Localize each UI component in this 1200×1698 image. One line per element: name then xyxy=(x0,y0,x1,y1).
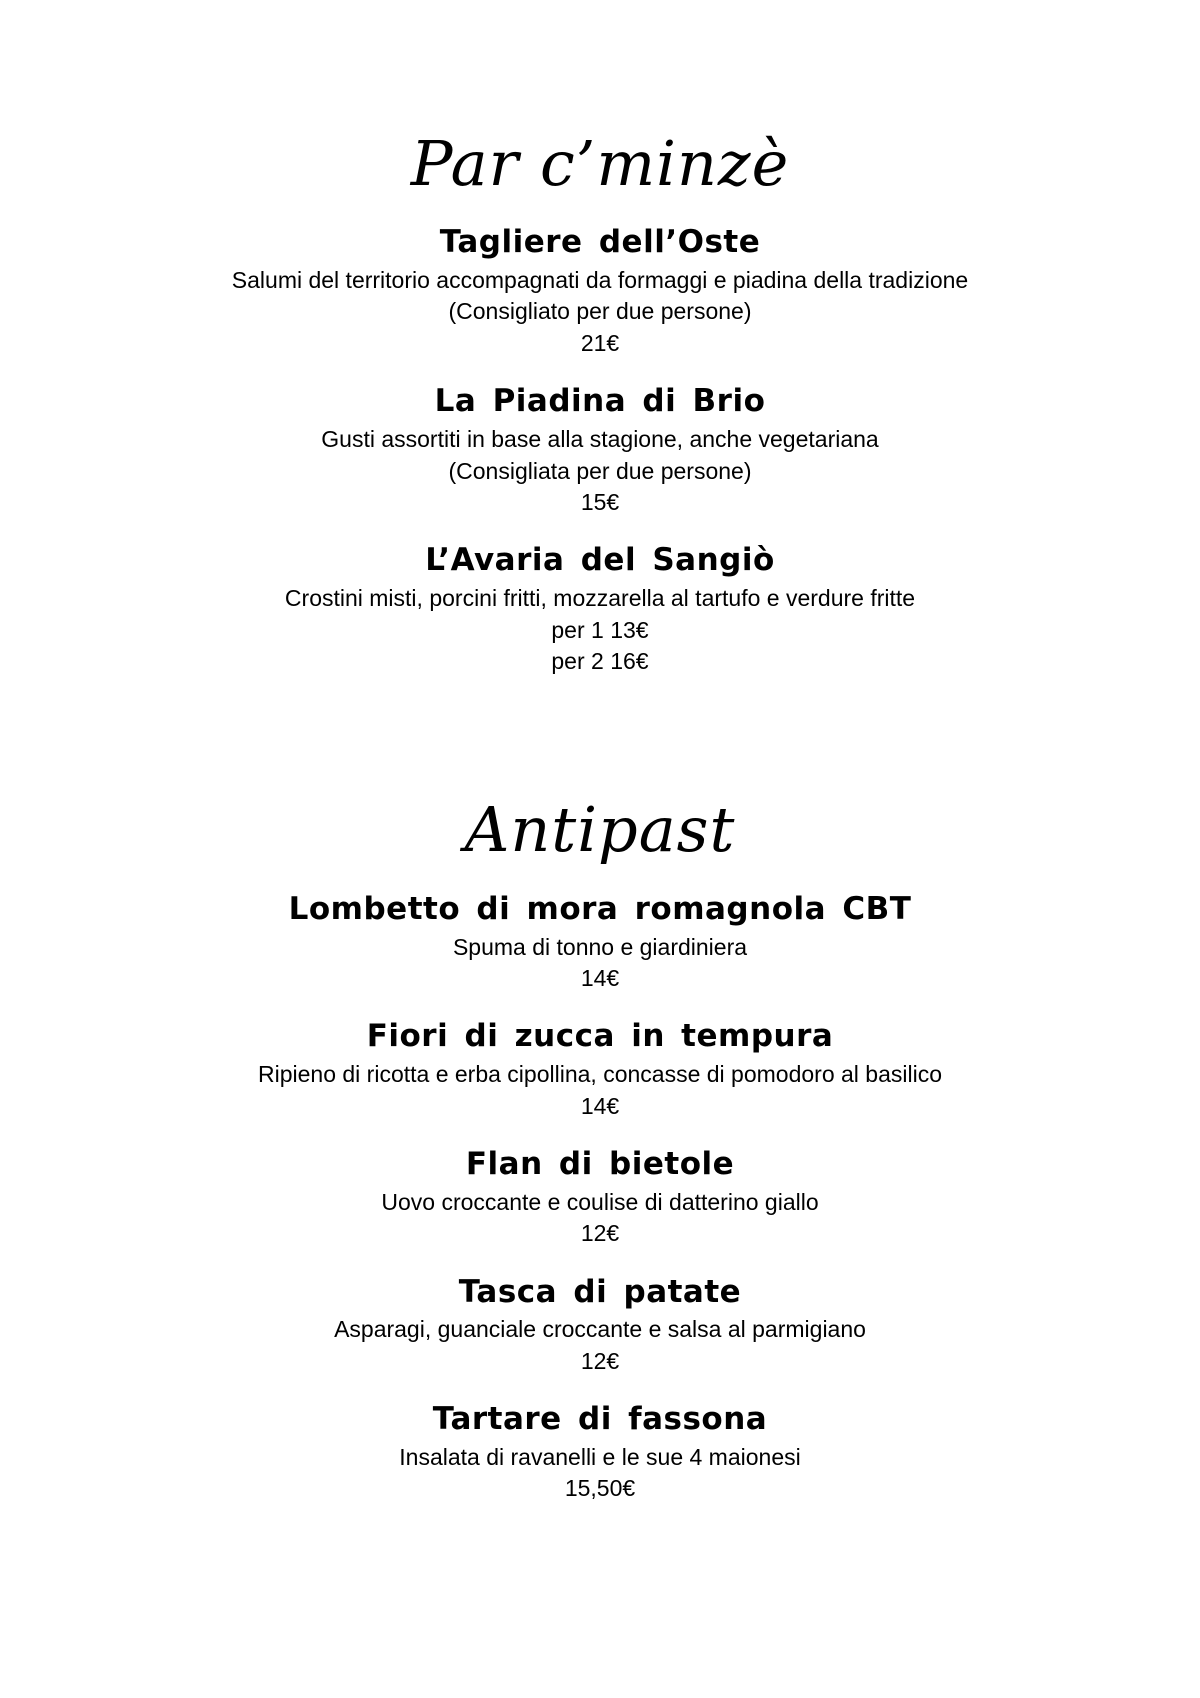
item-price: 12€ xyxy=(580,1220,620,1247)
item-price: 12€ xyxy=(580,1347,620,1374)
item-price: 15€ xyxy=(580,488,620,515)
item-description: Ripieno di ricotta e erba cipollina, concasse di pomodoro al basilico xyxy=(258,1061,942,1088)
item-price: 15,50€ xyxy=(564,1475,636,1502)
menu-item-piadina xyxy=(0,382,1200,517)
item-price-per-1: per 1 13€ xyxy=(551,616,649,643)
item-description: Crostini misti, porcini fritti, mozzarella al tartufo e verdure fritte xyxy=(284,585,916,612)
item-note: (Consigliata per due persone) xyxy=(448,457,752,484)
menu-item-lombetto xyxy=(0,890,1200,994)
item-description: Asparagi, guanciale croccante e salsa al parmigiano xyxy=(334,1316,866,1343)
item-description: Gusti assortiti in base alla stagione, anche vegetariana xyxy=(321,426,879,453)
menu-item-avaria xyxy=(0,541,1200,676)
item-description: Salumi del territorio accompagnati da formaggi e piadina della tradizione xyxy=(231,267,969,294)
section-title-antipast: Antipast xyxy=(464,793,736,867)
item-name: Tasca di patate xyxy=(458,1273,742,1310)
item-name: Flan di bietole xyxy=(465,1146,735,1183)
item-price-per-2: per 2 16€ xyxy=(551,648,649,675)
item-name: La Piadina di Brio xyxy=(434,383,766,420)
item-name: Tagliere dell’Oste xyxy=(439,224,761,261)
item-price: 14€ xyxy=(580,964,620,991)
menu-item-tasca xyxy=(0,1273,1200,1377)
menu-item-flan xyxy=(0,1145,1200,1249)
menu-item-tagliere xyxy=(0,223,1200,358)
item-note: (Consigliato per due persone) xyxy=(448,298,752,325)
menu-item-tartare xyxy=(0,1400,1200,1504)
item-description: Uovo croccante e coulise di datterino giallo xyxy=(381,1188,819,1215)
section-title-par-cminze: Par c’minzè xyxy=(410,127,790,200)
menu-section-par-cminze xyxy=(0,128,1200,676)
item-name: Tartare di fassona xyxy=(432,1401,768,1438)
item-price: 14€ xyxy=(580,1092,620,1119)
menu-item-fiori-di-zucca xyxy=(0,1017,1200,1121)
item-description: Spuma di tonno e giardiniera xyxy=(452,933,748,960)
menu-section-antipast xyxy=(0,794,1200,1503)
item-name: Lombetto di mora romagnola CBT xyxy=(288,890,912,927)
item-description: Insalata di ravanelli e le sue 4 maionesi xyxy=(399,1444,801,1471)
item-price: 21€ xyxy=(580,329,620,356)
item-name: Fiori di zucca in tempura xyxy=(366,1018,834,1055)
item-name: L’Avaria del Sangiò xyxy=(425,542,775,579)
